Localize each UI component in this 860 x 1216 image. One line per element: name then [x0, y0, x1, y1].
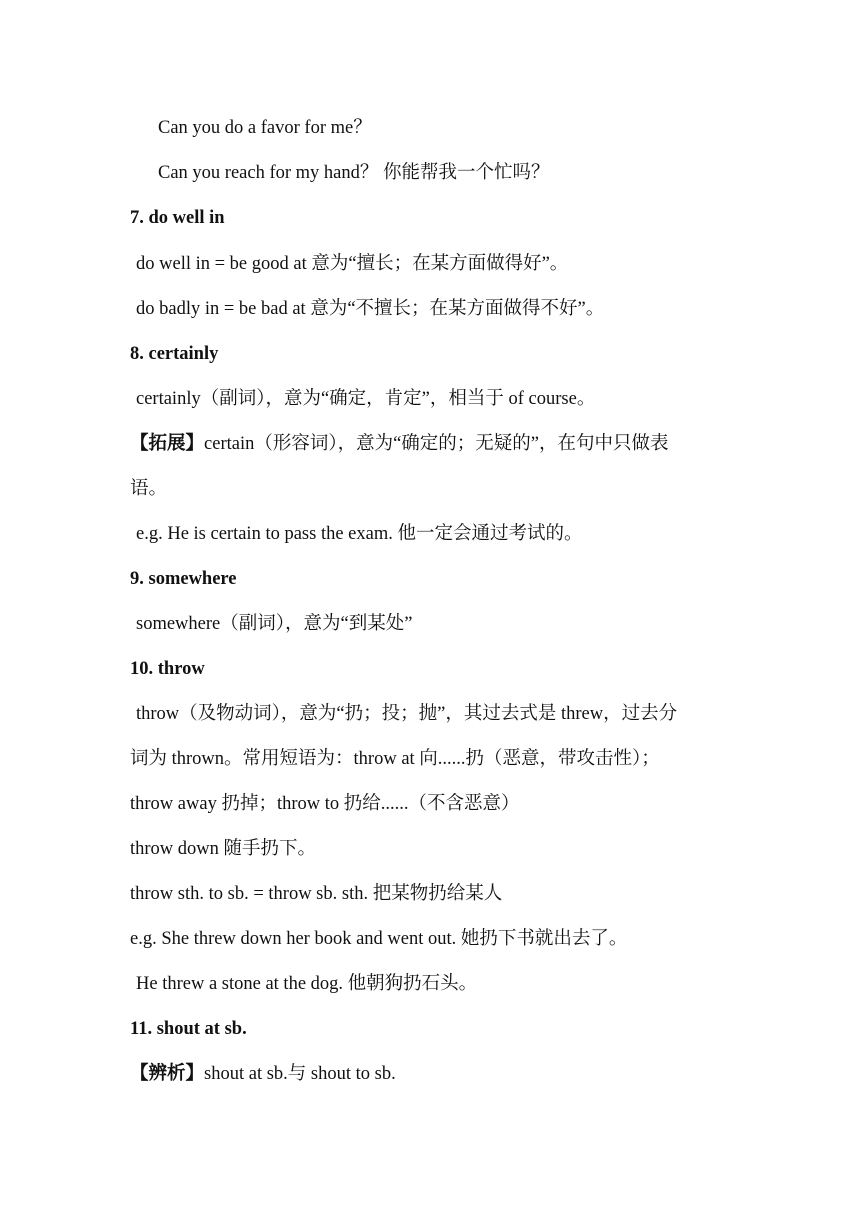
body-throw-down: throw down 随手扔下。	[130, 839, 317, 859]
example-threw-down: e.g. She threw down her book and went out. 她扔下书就出去了。	[130, 929, 628, 949]
heading-shout-at: 11. shout at sb.	[130, 1019, 247, 1039]
extension-label: 【拓展】	[130, 434, 205, 454]
body-do-badly-in: do badly in = be bad at 意为“不擅长；在某方面做得不好”。	[136, 299, 605, 319]
body-throw-2: 词为 thrown。常用短语为：throw at 向......扔（恶意，带攻击性）；	[130, 749, 660, 769]
example-sentence-favor: Can you do a favor for me？	[158, 118, 372, 138]
heading-somewhere: 9. somewhere	[130, 569, 237, 589]
extension-text: certain（形容词），意为“确定的；无疑的”，在句中只做表	[204, 434, 669, 454]
body-certainly: certainly（副词），意为“确定，肯定”，相当于 of course。	[136, 389, 596, 409]
extension-certain	[130, 432, 669, 456]
body-throw-1: throw（及物动词），意为“扔；投；抛”，其过去式是 threw，过去分	[136, 704, 678, 724]
body-somewhere: somewhere（副词），意为“到某处”	[136, 614, 413, 634]
body-throw-sth: throw sth. to sb. = throw sb. sth. 把某物扔给某人	[130, 884, 503, 904]
example-certain: e.g. He is certain to pass the exam. 他一定会通过考试的。	[136, 524, 583, 544]
analysis-shout	[130, 1062, 396, 1086]
example-threw-stone: He threw a stone at the dog. 他朝狗扔石头。	[136, 974, 478, 994]
body-throw-3: throw away 扔掉；throw to 扔给......（不含恶意）	[130, 794, 520, 814]
example-sentence-reach: Can you reach for my hand？ 你能帮我一个忙吗？	[158, 163, 550, 183]
analysis-label: 【辨析】	[130, 1064, 205, 1084]
body-do-well-in: do well in = be good at 意为“擅长；在某方面做得好”。	[136, 254, 569, 274]
heading-certainly: 8. certainly	[130, 344, 219, 364]
extension-continued: 语。	[130, 479, 168, 499]
heading-do-well-in: 7. do well in	[130, 208, 225, 228]
analysis-text: shout at sb.与 shout to sb.	[204, 1064, 396, 1084]
heading-throw: 10. throw	[130, 659, 205, 679]
